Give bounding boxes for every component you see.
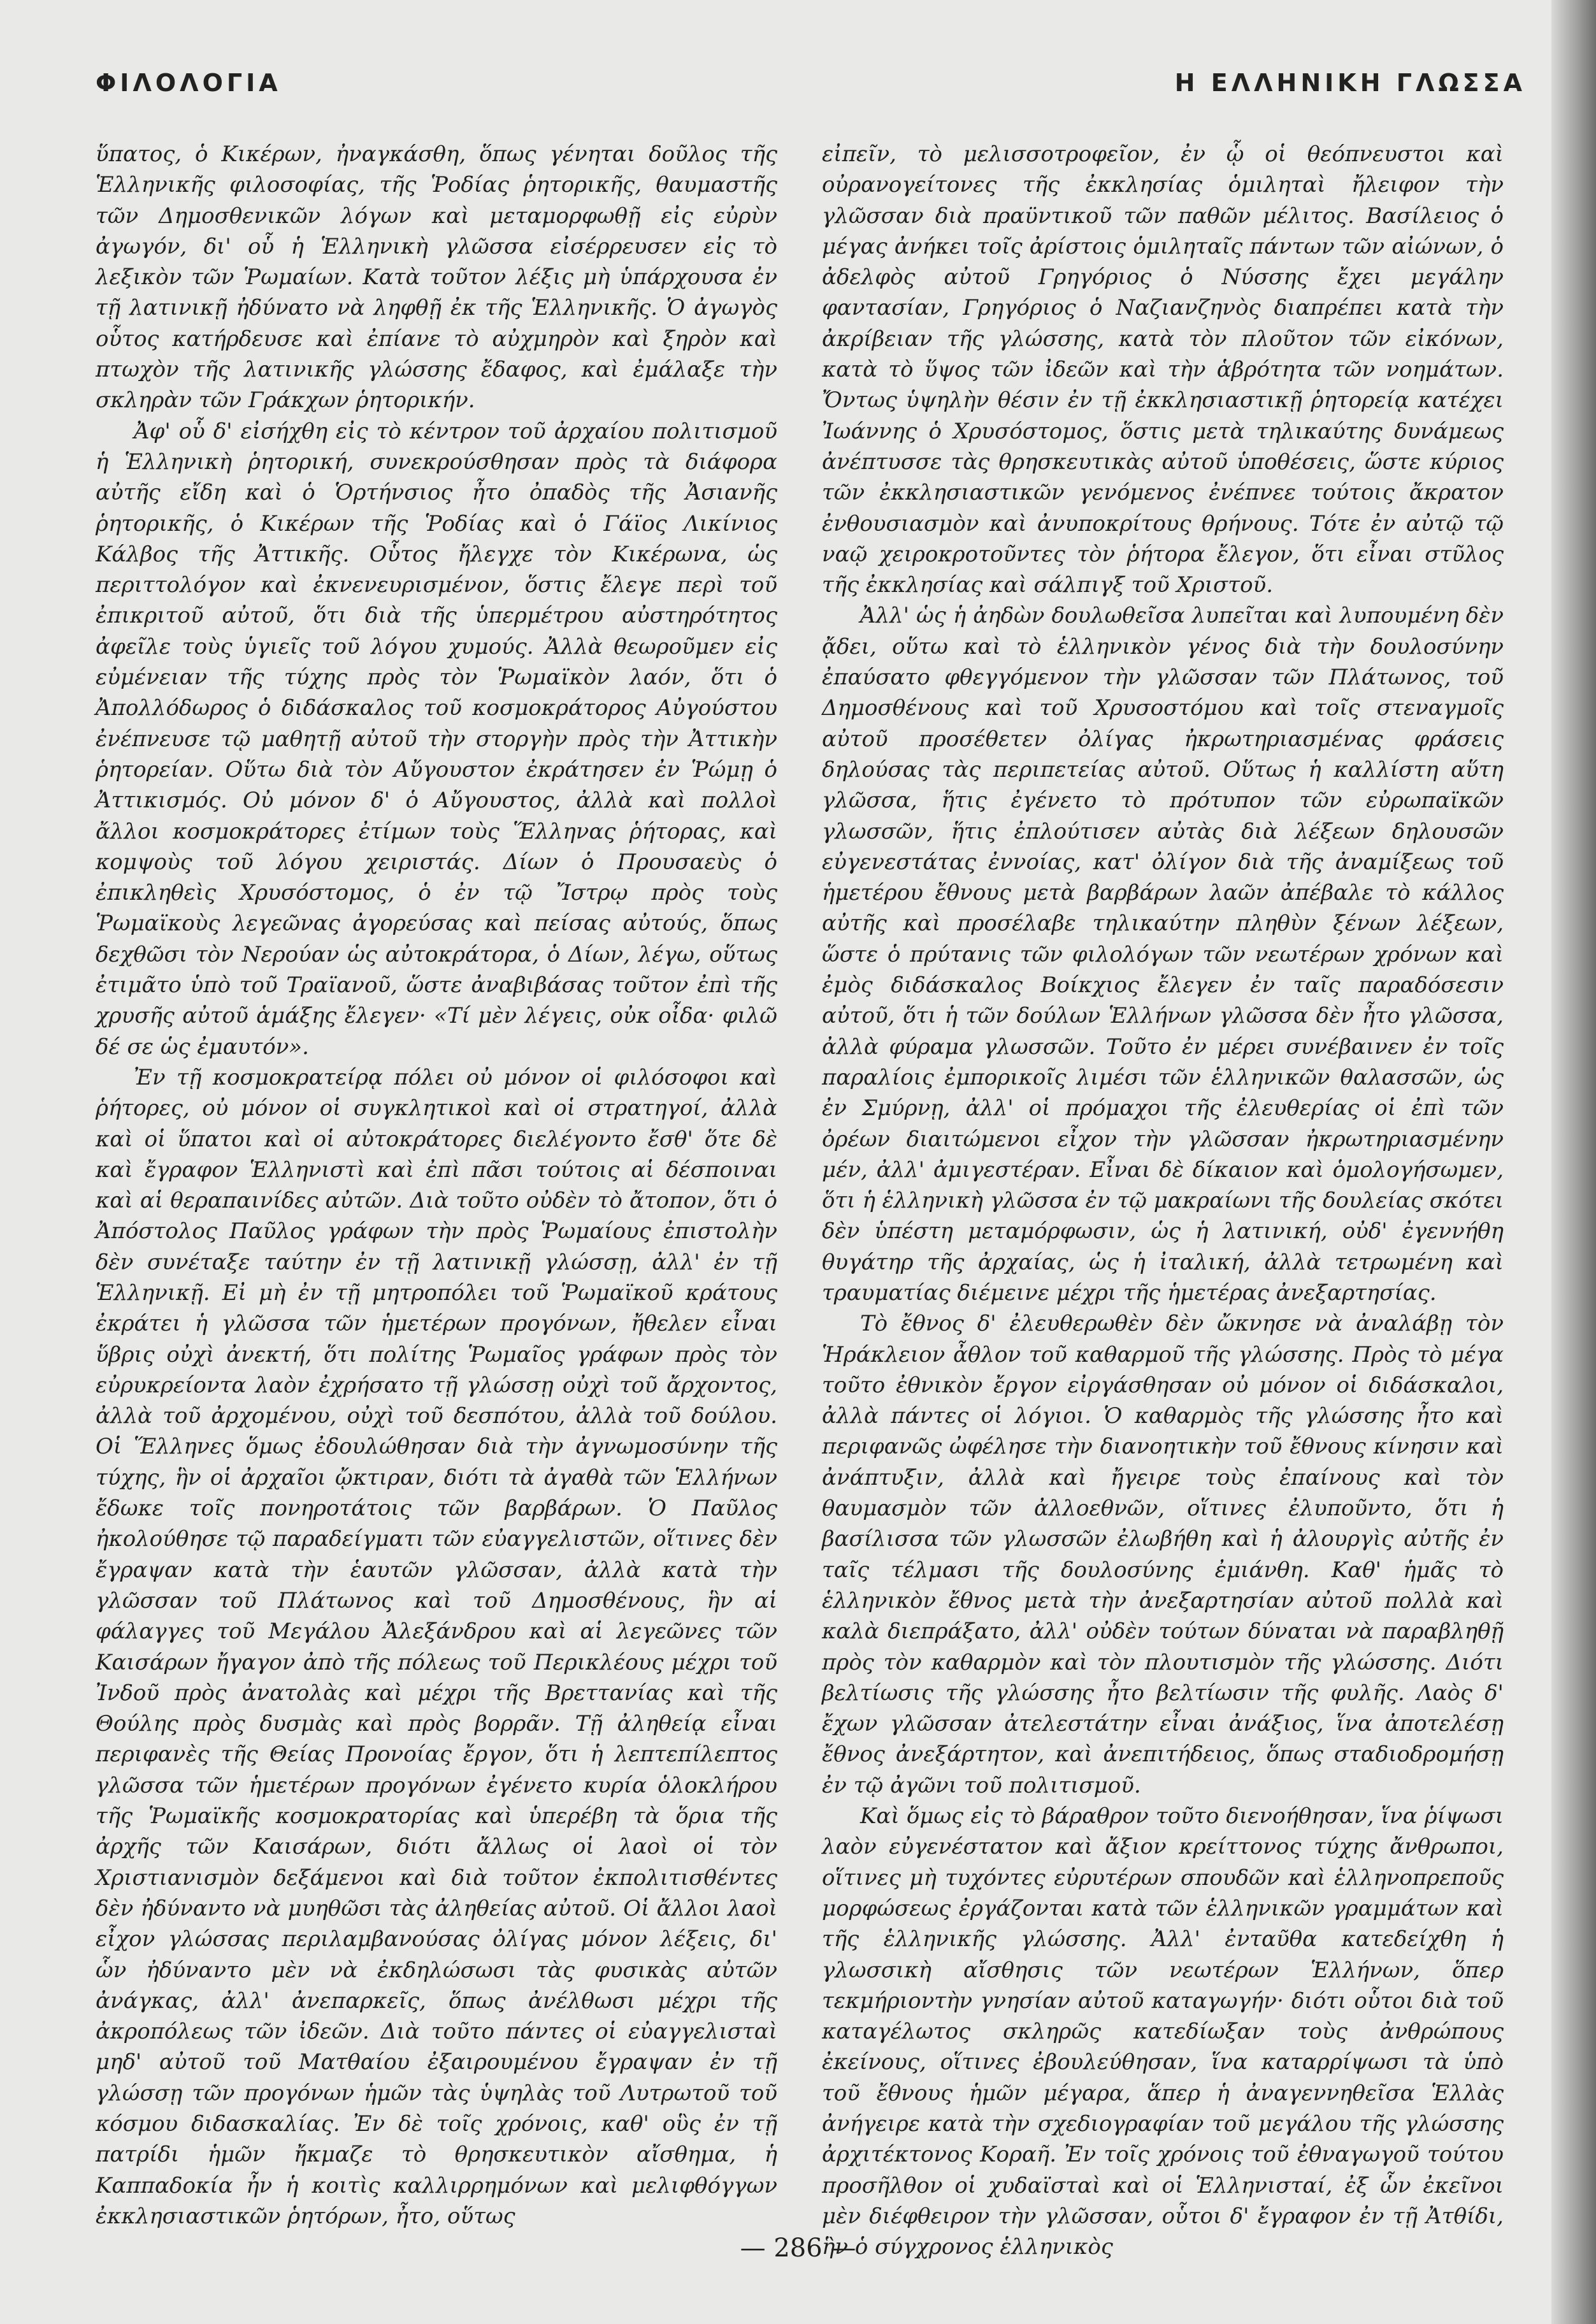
right-column [822,139,1504,2262]
right-paragraph-1: εἰπεῖν, τὸ μελισσοτροφεῖον, ἐν ᾧ οἱ θεόπνευστοι καὶ οὐρανογείτονες τῆς ἐκκλησίας ὁμιληταὶ ἤλειφον τὴν γλῶσσαν διὰ πραϋντικοῦ τῶν παθῶν μέλιτος. Βασίλειος ὁ μέγας ἀνήκει τοῖς ἀρίστοις ὁμιληταῖς πάντων τῶν αἰώνων, ὁ ἀδελφὸς αὐτοῦ Γρηγόριος ὁ Νύσσης ἔχει μεγάλην φαντασίαν, Γρηγόριος ὁ Ναζιανζηνὸς διαπρέπει κατὰ τὴν ἀκρίβειαν τῆς γλώσσης, κατὰ τὸν πλοῦτον τῶν εἰκόνων, κατὰ τὸ ὕψος τῶν ἰδεῶν καὶ τὴν ἁβρότητα τῶν νοημάτων. Ὄντως ὑψηλὴν θέσιν ἐν τῇ ἐκκλησιαστικῇ ῥητορείᾳ κατέχει Ἰωάννης ὁ Χρυσόστομος, ὅστις μετὰ τηλικαύτης δυνάμεως ἀνέπτυσσε τὰς θρησκευτικὰς αὐτοῦ ὑποθέσεις, ὥστε κύριος τῶν ἐκκλησιαστικῶν γενόμενος ἐνέπνεε τούτοις ἄκρατον ἐνθουσιασμὸν καὶ ἀνυποκρίτους θρήνους. Τότε ἐν αὐτῷ τῷ ναῷ χειροκροτοῦντες τὸν ῥήτορα ἔλεγον, ὅτι εἶναι στῦλος τῆς ἐκκλησίας καὶ σάλπιγξ τοῦ Χριστοῦ. [822,141,1504,598]
running-head-right: Η ΕΛΛΗΝΙΚΗ ΓΛΩΣΣΑ [1174,69,1526,97]
right-paragraph-2: Ἀλλ' ὡς ἡ ἀηδὼν δουλωθεῖσα λυπεῖται καὶ λυπουμένη δὲν ᾄδει, οὕτω καὶ τὸ ἑλληνικὸν γένος διὰ τὴν δουλοσύνην ἐπαύσατο φθεγγόμενον τὴν γλῶσσαν τῶν Πλάτωνος, τοῦ Δημοσθένους καὶ τοῦ Χρυσοστόμου καὶ τοῖς στεναγμοῖς αὐτοῦ προσέθετεν ὀλίγας ἠκρωτηριασμένας φράσεις δηλούσας τὰς περιπετείας αὐτοῦ. Οὕτως ἡ καλλίστη αὕτη γλῶσσα, ἥτις ἐγένετο τὸ πρότυπον τῶν εὐρωπαϊκῶν γλωσσῶν, ἥτις ἐπλούτισεν αὐτὰς διὰ λέξεων δηλουσῶν εὐγενεστάτας ἐννοίας, κατ' ὀλίγον διὰ τῆς ἀναμίξεως τοῦ ἡμετέρου ἔθνους μετὰ βαρβάρων λαῶν ἀπέβαλε τὸ κάλλος αὐτῆς καὶ προσέλαβε τηλικαύτην πληθὺν ξένων λέξεων, ὥστε ὁ πρύτανις τῶν φιλολόγων τῶν νεωτέρων χρόνων καὶ ἐμὸς διδάσκαλος Βοίκχιος ἔλεγεν ἐν ταῖς παραδόσεσιν αὐτοῦ, ὅτι ἡ τῶν δούλων Ἑλλήνων γλῶσσα δὲν ἦτο γλῶσσα, ἀλλὰ φύραμα γλωσσῶν. Τοῦτο ἐν μέρει συνέβαινεν ἐν τοῖς παραλίοις ἐμπορικοῖς λιμέσι τῶν ἑλληνικῶν θαλασσῶν, ὡς ἐν Σμύρνῃ, ἀλλ' οἱ πρόμαχοι τῆς ἐλευθερίας οἱ ἐπὶ τῶν ὀρέων διαιτώμενοι εἶχον τὴν γλῶσσαν ἠκρωτηριασμένην μέν, ἀλλ' ἀμιγεστέραν. Εἶναι δὲ δίκαιον καὶ ὁμολογήσωμεν, ὅτι ἡ ἑλληνικὴ γλῶσσα ἐν τῷ μακραίωνι τῆς δουλείας σκότει δὲν ὑπέστη μεταμόρφωσιν, ὡς ἡ λατινική, οὐδ' ἐγεννήθη θυγάτηρ τῆς ἀρχαίας, ὡς ἡ ἰταλική, ἀλλὰ τετρωμένη καὶ τραυματίας διέμεινε μέχρι τῆς ἡμετέρας ἀνεξαρτησίας. [822,603,1504,1306]
right-paragraph-3: Τὸ ἔθνος δ' ἐλευθερωθὲν δὲν ὤκνησε νὰ ἀναλάβῃ τὸν Ἡράκλειον ἆθλον τοῦ καθαρμοῦ τῆς γλώσσης. Πρὸς τὸ μέγα τοῦτο ἐθνικὸν ἔργον εἰργάσθησαν οὐ μόνον οἱ διδάσκαλοι, ἀλλὰ πάντες οἱ λόγιοι. Ὁ καθαρμὸς τῆς γλώσσης ἦτο καὶ περιφανῶς ὠφέλησε τὴν διανοητικὴν τοῦ ἔθνους κίνησιν καὶ ἀνάπτυξιν, ἀλλὰ καὶ ἤγειρε τοὺς ἐπαίνους καὶ τὸν θαυμασμὸν τῶν ἀλλοεθνῶν, οἵτινες ἐλυποῦντο, ὅτι ἡ βασίλισσα τῶν γλωσσῶν ἐλωβήθη καὶ ἡ ἀλουργὶς αὐτῆς ἐν ταῖς τέλμασι τῆς δουλοσύνης ἐμιάνθη. Καθ' ἡμᾶς τὸ ἑλληνικὸν ἔθνος μετὰ τὴν ἀνεξαρτησίαν αὐτοῦ πολλὰ καὶ καλὰ διεπράξατο, ἀλλ' οὐδὲν τούτων δύναται νὰ παραβληθῇ πρὸς τὸν καθαρμὸν καὶ τὸν πλουτισμὸν τῆς γλώσσης. Διότι βελτίωσις τῆς γλώσσης ἦτο βελτίωσιν τῆς φυλῆς. Λαὸς δ' ἔχων γλῶσσαν ἀτελεστάτην εἶναι ἀνάξιος, ἵνα ἀποτελέσῃ ἔθνος ἀνεξάρτητον, καὶ ἀνεπιτήδειος, ὅπως σταδιοδρομήσῃ ἐν τῷ ἀγῶνι τοῦ πολιτισμοῦ. [822,1311,1504,1798]
running-head-left: ΦΙΛΟΛΟΓΙΑ [96,69,282,97]
left-paragraph-2: Ἀφ' οὗ δ' εἰσήχθη εἰς τὸ κέντρον τοῦ ἀρχαίου πολιτισμοῦ ἡ Ἑλληνικὴ ῥητορική, συνεκρούσθησαν πρὸς τὰ διάφορα αὐτῆς εἴδη καὶ ὁ Ὁρτήνσιος ἦτο ὀπαδὸς τῆς Ἀσιανῆς ῥητορικῆς, ὁ Κικέρων τῆς Ῥοδίας καὶ ὁ Γάϊος Λικίνιος Κάλβος τῆς Ἀττικῆς. Οὗτος ἤλεγχε τὸν Κικέρωνα, ὡς περιττολόγον καὶ ἐκνενευρισμένον, ὅστις ἔλεγε περὶ τοῦ ἐπικριτοῦ αὐτοῦ, ὅτι διὰ τῆς ὑπερμέτρου αὐστηρότητος ἀφεῖλε τοὺς ὑγιεῖς τοῦ λόγου χυμούς. Ἀλλὰ θεωροῦμεν εἰς εὐμένειαν τῆς τύχης πρὸς τὸν Ῥωμαϊκὸν λαόν, ὅτι ὁ Ἀπολλόδωρος ὁ διδάσκαλος τοῦ κοσμοκράτορος Αὐγούστου ἐνέπνευσε τῷ μαθητῇ αὐτοῦ τὴν στοργὴν πρὸς τὴν Ἀττικὴν ῥητορείαν. Οὕτω διὰ τὸν Αὔγουστον ἐκράτησεν ἐν Ῥώμῃ ὁ Ἀττικισμός. Οὐ μόνον δ' ὁ Αὔγουστος, ἀλλὰ καὶ πολλοὶ ἄλλοι κοσμοκράτορες ἐτίμων τοὺς Ἕλληνας ῥήτορας, καὶ κομψοὺς τοῦ λόγου χειριστάς. Δίων ὁ Προυσαεὺς ὁ ἐπικληθεὶς Χρυσόστομος, ὁ ἐν τῷ Ἴστρῳ πρὸς τοὺς Ῥωμαϊκοὺς λεγεῶνας ἀγορεύσας καὶ πείσας αὐτούς, ὅπως δεχθῶσι τὸν Νερούαν ὡς αὐτοκράτορα, ὁ Δίων, λέγω, οὕτως ἐτιμᾶτο ὑπὸ τοῦ Τραϊανοῦ, ὥστε ἀναβιβάσας τοῦτον ἐπὶ τῆς χρυσῆς αὐτοῦ ἁμάξης ἔλεγεν· «Τί μὲν λέγεις, οὐκ οἶδα· φιλῶ δέ σε ὡς ἐμαυτόν». [96,418,777,1060]
right-paragraph-4: Καὶ ὅμως εἰς τὸ βάραθρον τοῦτο διενοήθησαν, ἵνα ῥίψωσι λαὸν εὐγενέστατον καὶ ἄξιον κρείττονος τύχης ἄνθρωποι, οἵτινες μὴ τυχόντες εὐρυτέρων σπουδῶν καὶ ἑλληνοπρεποῦς μορφώσεως ἐργάζονται κατὰ τῶν ἑλληνικῶν γραμμάτων καὶ τῆς ἑλληνικῆς γλώσσης. Ἀλλ' ἐνταῦθα κατεδείχθη ἡ γλωσσικὴ αἴσθησις τῶν νεωτέρων Ἑλλήνων, ὅπερ τεκμήριοντὴν γνησίαν αὐτοῦ καταγωγήν· διότι οὗτοι διὰ τοῦ καταγέλωτος σκληρῶς κατεδίωξαν τοὺς ἀνθρώπους ἐκείνους, οἵτινες ἐβουλεύθησαν, ἵνα καταρρίψωσι τὰ ὑπὸ τοῦ ἔθνους ἡμῶν μέγαρα, ἅπερ ἡ ἀναγεννηθεῖσα Ἑλλὰς ἀνήγειρε κατὰ τὴν σχεδιογραφίαν τοῦ μεγάλου τῆς γλώσσης ἀρχιτέκτονος Κοραῆ. Ἐν τοῖς χρόνοις τοῦ ἐθναγωγοῦ τούτου προσῆλθον οἱ χυδαϊσταὶ καὶ οἱ Ἑλληνισταί, ἐξ ὧν ἐκεῖνοι μὲν διέφθειρον τὴν γλῶσσαν, οὗτοι δ' ἔγραφον ἐν τῇ Ἀτθίδι, ἣν ὁ σύγχρονος ἑλληνικὸς [822,1803,1504,2260]
page-number: — 286 — [740,2234,856,2263]
left-column [96,139,777,2232]
left-paragraph-3: Ἐν τῇ κοσμοκρατείρᾳ πόλει οὐ μόνον οἱ φιλόσοφοι καὶ ῥήτορες, οὐ μόνον οἱ συγκλητικοὶ καὶ οἱ στρατηγοί, ἀλλὰ καὶ οἱ ὕπατοι καὶ οἱ αὐτοκράτορες διελέγοντο ἔσθ' ὅτε δὲ καὶ ἔγραφον Ἑλληνιστὶ καὶ ἐπὶ πᾶσι τούτοις αἱ δέσποιναι καὶ αἱ θεραπαινίδες αὐτῶν. Διὰ τοῦτο οὐδὲν τὸ ἄτοπον, ὅτι ὁ Ἀπόστολος Παῦλος γράφων τὴν πρὸς Ῥωμαίους ἐπιστολὴν δὲν συνέταξε ταύτην ἐν τῇ λατινικῇ γλώσσῃ, ἀλλ' ἐν τῇ Ἑλληνικῇ. Εἰ μὴ ἐν τῇ μητροπόλει τοῦ Ῥωμαϊκοῦ κράτους ἐκράτει ἡ γλῶσσα τῶν ἡμετέρων προγόνων, ἤθελεν εἶναι ὕβρις οὐχὶ ἀνεκτή, ὅτι πολίτης Ῥωμαῖος γράφων πρὸς τὸν εὐρυκρείοντα λαὸν ἐχρήσατο τῇ γλώσσῃ οὐχὶ τοῦ ἄρχοντος, ἀλλὰ τοῦ ἀρχομένου, οὐχὶ τοῦ δεσπότου, ἀλλὰ τοῦ δούλου. Οἱ Ἕλληνες ὅμως ἐδουλώθησαν διὰ τὴν ἀγνωμοσύνην τῆς τύχης, ἣν οἱ ἀρχαῖοι ᾤκτιραν, διότι τὰ ἀγαθὰ τῶν Ἑλλήνων ἔδωκε τοῖς πονηροτάτοις τῶν βαρβάρων. Ὁ Παῦλος ἠκολούθησε τῷ παραδείγματι τῶν εὐαγγελιστῶν, οἵτινες δὲν ἔγραψαν κατὰ τὴν ἑαυτῶν γλῶσσαν, ἀλλὰ κατὰ τὴν γλῶσσαν τοῦ Πλάτωνος καὶ τοῦ Δημοσθένους, ἣν αἱ φάλαγγες τοῦ Μεγάλου Ἀλεξάνδρου καὶ αἱ λεγεῶνες τῶν Καισάρων ἤγαγον ἀπὸ τῆς πόλεως τοῦ Περικλέους μέχρι τοῦ Ἰνδοῦ πρὸς ἀνατολὰς καὶ μέχρι τῆς Βρεττανίας καὶ τῆς Θούλης πρὸς δυσμὰς καὶ πρὸς βορρᾶν. Τῇ ἀληθείᾳ εἶναι περιφανὲς τῆς Θείας Προνοίας ἔργον, ὅτι ἡ λεπτεπίλεπτος γλῶσσα τῶν ἡμετέρων προγόνων ἐγένετο κυρία ὁλοκλήρου τῆς Ῥωμαϊκῆς κοσμοκρατορίας καὶ ὑπερέβη τὰ ὅρια τῆς ἀρχῆς τῶν Καισάρων, διότι ἄλλως οἱ λαοὶ οἱ τὸν Χριστιανισμὸν δεξάμενοι καὶ διὰ τοῦτον ἐκπολιτισθέντες δὲν ἠδύναντο νὰ μυηθῶσι τὰς ἀληθείας αὐτοῦ. Οἱ ἄλλοι λαοὶ εἶχον γλώσσας περιλαμβανούσας ὀλίγας μόνον λέξεις, δι' ὧν ἠδύναντο μὲν νὰ ἐκδηλώσωσι τὰς φυσικὰς αὐτῶν ἀνάγκας, ἀλλ' ἀνεπαρκεῖς, ὅπως ἀνέλθωσι μέχρι τῆς ἀκροπόλεως τῶν ἰδεῶν. Διὰ τοῦτο πάντες οἱ εὐαγγελισταὶ μηδ' αὐτοῦ τοῦ Ματθαίου ἐξαιρουμένου ἔγραψαν ἐν τῇ γλώσσῃ τῶν προγόνων ἡμῶν τὰς ὑψηλὰς τοῦ Λυτρωτοῦ τοῦ κόσμου διδασκαλίας. Ἐν δὲ τοῖς χρόνοις, καθ' οὓς ἐν τῇ πατρίδι ἡμῶν ἤκμαζε τὸ θρησκευτικὸν αἴσθημα, ἡ Καππαδοκία ἦν ἡ κοιτὶς καλλιρρημόνων καὶ μελιφθόγγων ἐκκλησιαστικῶν ῥητόρων, ἦτο, οὕτως [96,1064,777,2229]
page-edge-shadow [1551,0,1596,2324]
left-paragraph-1: ὕπατος, ὁ Κικέρων, ἠναγκάσθη, ὅπως γένηται δοῦλος τῆς Ἑλληνικῆς φιλοσοφίας, τῆς Ῥοδίας ῥητορικῆς, θαυμαστῆς τῶν Δημοσθενικῶν λόγων καὶ μεταμορφωθῇ εἰς εὐρὺν ἀγωγόν, δι' οὗ ἡ Ἑλληνικὴ γλῶσσα εἰσέρρευσεν εἰς τὸ λεξικὸν τῶν Ῥωμαίων. Κατὰ τοῦτον λέξις μὴ ὑπάρχουσα ἐν τῇ λατινικῇ ἠδύνατο νὰ ληφθῇ ἐκ τῆς Ἑλληνικῆς. Ὁ ἀγωγὸς οὗτος κατήρδευσε καὶ ἐπίανε τὸ αὐχμηρὸν καὶ ξηρὸν καὶ πτωχὸν τῆς λατινικῆς γλώσσης ἔδαφος, καὶ ἐμάλαξε τὴν σκληρὰν τῶν Γράκχων ῥητορικήν. [96,141,777,414]
